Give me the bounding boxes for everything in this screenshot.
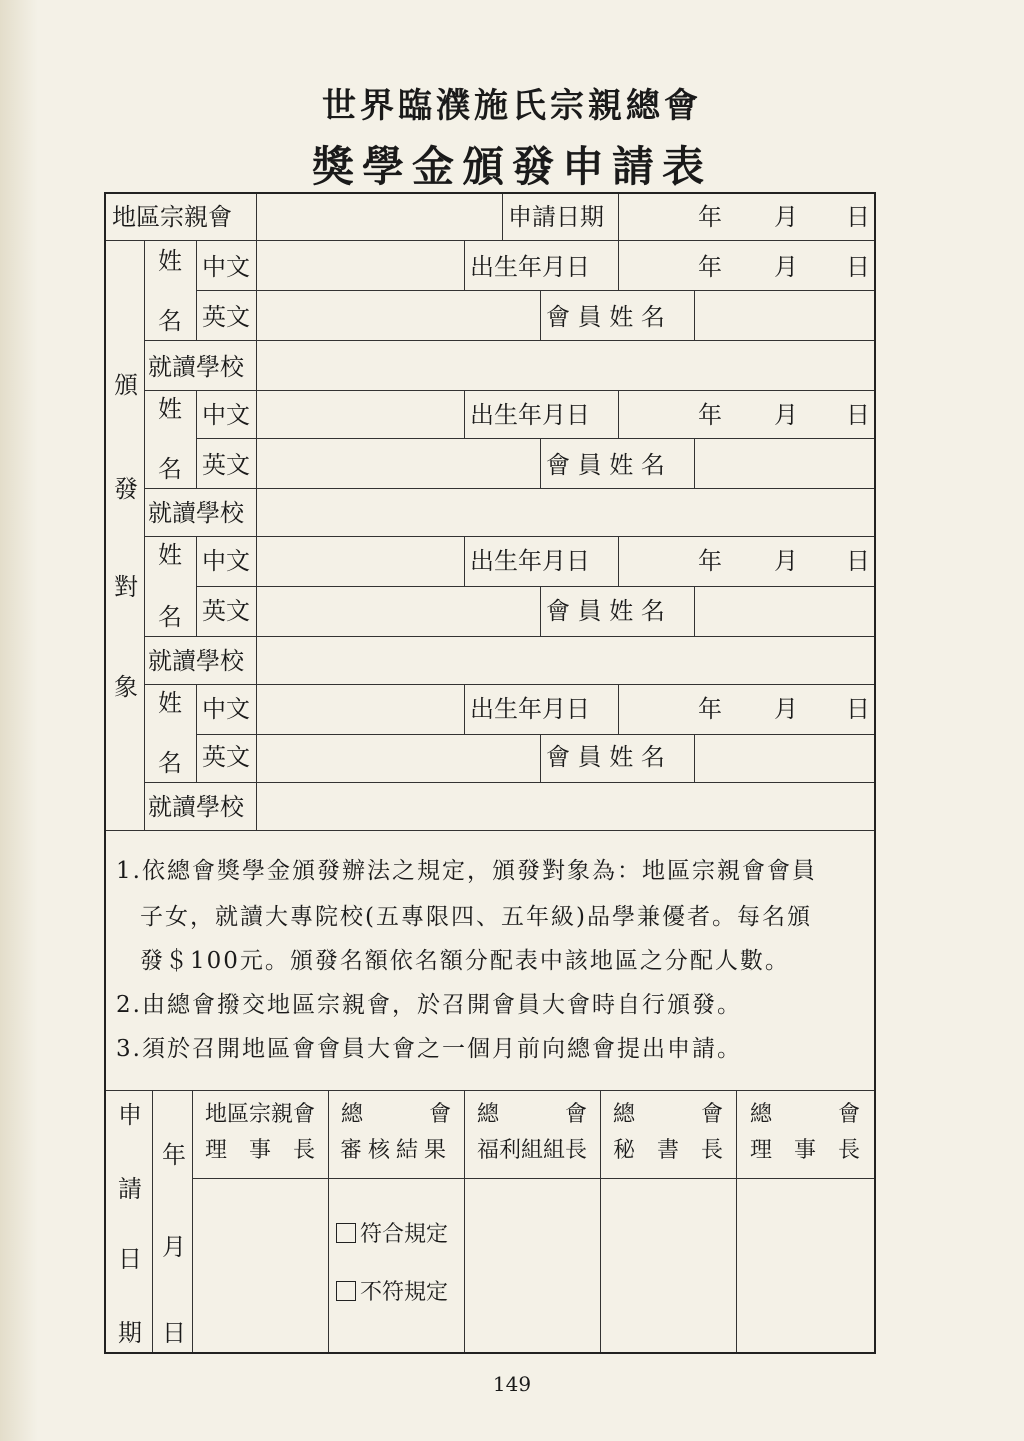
check-pass-label: 符合規定 xyxy=(360,1222,449,1247)
school-label: 就讀學校 xyxy=(148,793,244,821)
approval-header-bottom: 審核結果 xyxy=(339,1138,452,1163)
ymd-char: 月 xyxy=(162,1233,186,1261)
recipient-label-char: 對 xyxy=(114,573,138,601)
note-line: 2.由總會撥交地區宗親會，於召開會員大會時自行頒發。 xyxy=(116,992,742,1018)
note-line: 子女，就讀大專院校(五專限四、五年級)品學兼優者。每名頒 xyxy=(140,904,812,930)
recipient-label-char: 發 xyxy=(114,475,138,503)
birth-month: 月 xyxy=(774,695,798,723)
chinese-name-label: 中文 xyxy=(202,547,250,575)
birth-year: 年 xyxy=(698,547,722,575)
note-line: 發＄100元。頒發名額依名額分配表中該地區之分配人數。 xyxy=(140,948,790,974)
school-label: 就讀學校 xyxy=(148,353,244,381)
approval-header-bottom: 理 事 長 xyxy=(749,1138,860,1163)
organization-title: 世界臨濮施氏宗親總會 xyxy=(322,86,702,126)
region-association-field[interactable] xyxy=(256,200,502,234)
birth-month: 月 xyxy=(774,253,798,281)
apply-date-char: 申 xyxy=(118,1101,142,1129)
recipient-label-char: 頒 xyxy=(114,371,138,399)
chinese-name-label: 中文 xyxy=(202,253,250,281)
birth-month: 月 xyxy=(774,401,798,429)
english-name-label: 英文 xyxy=(202,451,250,479)
birth-date-label: 出生年月日 xyxy=(470,253,590,281)
name-char: 姓 xyxy=(158,247,182,275)
birth-day: 日 xyxy=(846,401,870,429)
apply-date-day: 日 xyxy=(846,203,870,231)
approval-header-bottom: 秘 書 長 xyxy=(612,1138,723,1163)
approval-header-top: 總 會 xyxy=(749,1102,860,1127)
birth-date-label: 出生年月日 xyxy=(470,547,590,575)
name-char: 名 xyxy=(158,603,182,631)
ymd-char: 年 xyxy=(162,1141,186,1169)
name-char: 名 xyxy=(158,307,182,335)
birth-year: 年 xyxy=(698,253,722,281)
name-char: 名 xyxy=(158,455,182,483)
apply-date-month: 月 xyxy=(774,203,798,231)
apply-date-char: 期 xyxy=(118,1319,142,1347)
school-label: 就讀學校 xyxy=(148,647,244,675)
approval-header-top: 總 會 xyxy=(476,1102,587,1127)
member-name-label: 會 員 姓 名 xyxy=(546,303,665,331)
checkbox-icon[interactable] xyxy=(336,1223,356,1243)
approval-header-bottom: 理 事 長 xyxy=(204,1138,315,1163)
note-line: 3.須於召開地區會會員大會之一個月前向總會提出申請。 xyxy=(116,1036,742,1062)
school-label: 就讀學校 xyxy=(148,499,244,527)
page-number: 149 xyxy=(492,1372,532,1396)
check-fail-label: 不符規定 xyxy=(360,1280,449,1305)
name-char: 姓 xyxy=(158,395,182,423)
checkbox-icon[interactable] xyxy=(336,1281,356,1301)
region-association-label: 地區宗親會 xyxy=(112,203,232,231)
chinese-name-label: 中文 xyxy=(202,401,250,429)
application-form xyxy=(104,192,876,1354)
check-pass-option[interactable] xyxy=(336,1220,448,1250)
birth-month: 月 xyxy=(774,547,798,575)
chinese-name-label: 中文 xyxy=(202,695,250,723)
approval-header-top: 總 會 xyxy=(612,1102,723,1127)
name-char: 名 xyxy=(158,749,182,777)
ymd-char: 日 xyxy=(162,1319,186,1347)
member-name-label: 會 員 姓 名 xyxy=(546,743,665,771)
member-name-label: 會 員 姓 名 xyxy=(546,597,665,625)
approval-header-bottom: 福利組組長 xyxy=(476,1138,587,1163)
english-name-label: 英文 xyxy=(202,597,250,625)
name-char: 姓 xyxy=(158,689,182,717)
birth-day: 日 xyxy=(846,695,870,723)
approval-header-top: 總 會 xyxy=(340,1102,451,1127)
form-title: 獎學金頒發申請表 xyxy=(311,142,712,191)
note-line: 1.依總會獎學金頒發辦法之規定，頒發對象為：地區宗親會會員 xyxy=(116,858,817,884)
apply-date-char: 日 xyxy=(118,1245,142,1273)
page-shadow xyxy=(0,0,38,1441)
name-char: 姓 xyxy=(158,541,182,569)
birth-year: 年 xyxy=(698,695,722,723)
member-name-label: 會 員 姓 名 xyxy=(546,451,665,479)
check-fail-option[interactable] xyxy=(336,1278,448,1308)
birth-day: 日 xyxy=(846,547,870,575)
approval-header-top: 地區宗親會 xyxy=(204,1102,315,1127)
apply-date-char: 請 xyxy=(118,1175,142,1203)
recipient-label-char: 象 xyxy=(114,673,138,701)
english-name-label: 英文 xyxy=(202,743,250,771)
birth-year: 年 xyxy=(698,401,722,429)
english-name-label: 英文 xyxy=(202,303,250,331)
birth-day: 日 xyxy=(846,253,870,281)
birth-date-label: 出生年月日 xyxy=(470,401,590,429)
apply-date-year: 年 xyxy=(698,203,722,231)
birth-date-label: 出生年月日 xyxy=(470,695,590,723)
apply-date-label: 申請日期 xyxy=(508,203,604,231)
